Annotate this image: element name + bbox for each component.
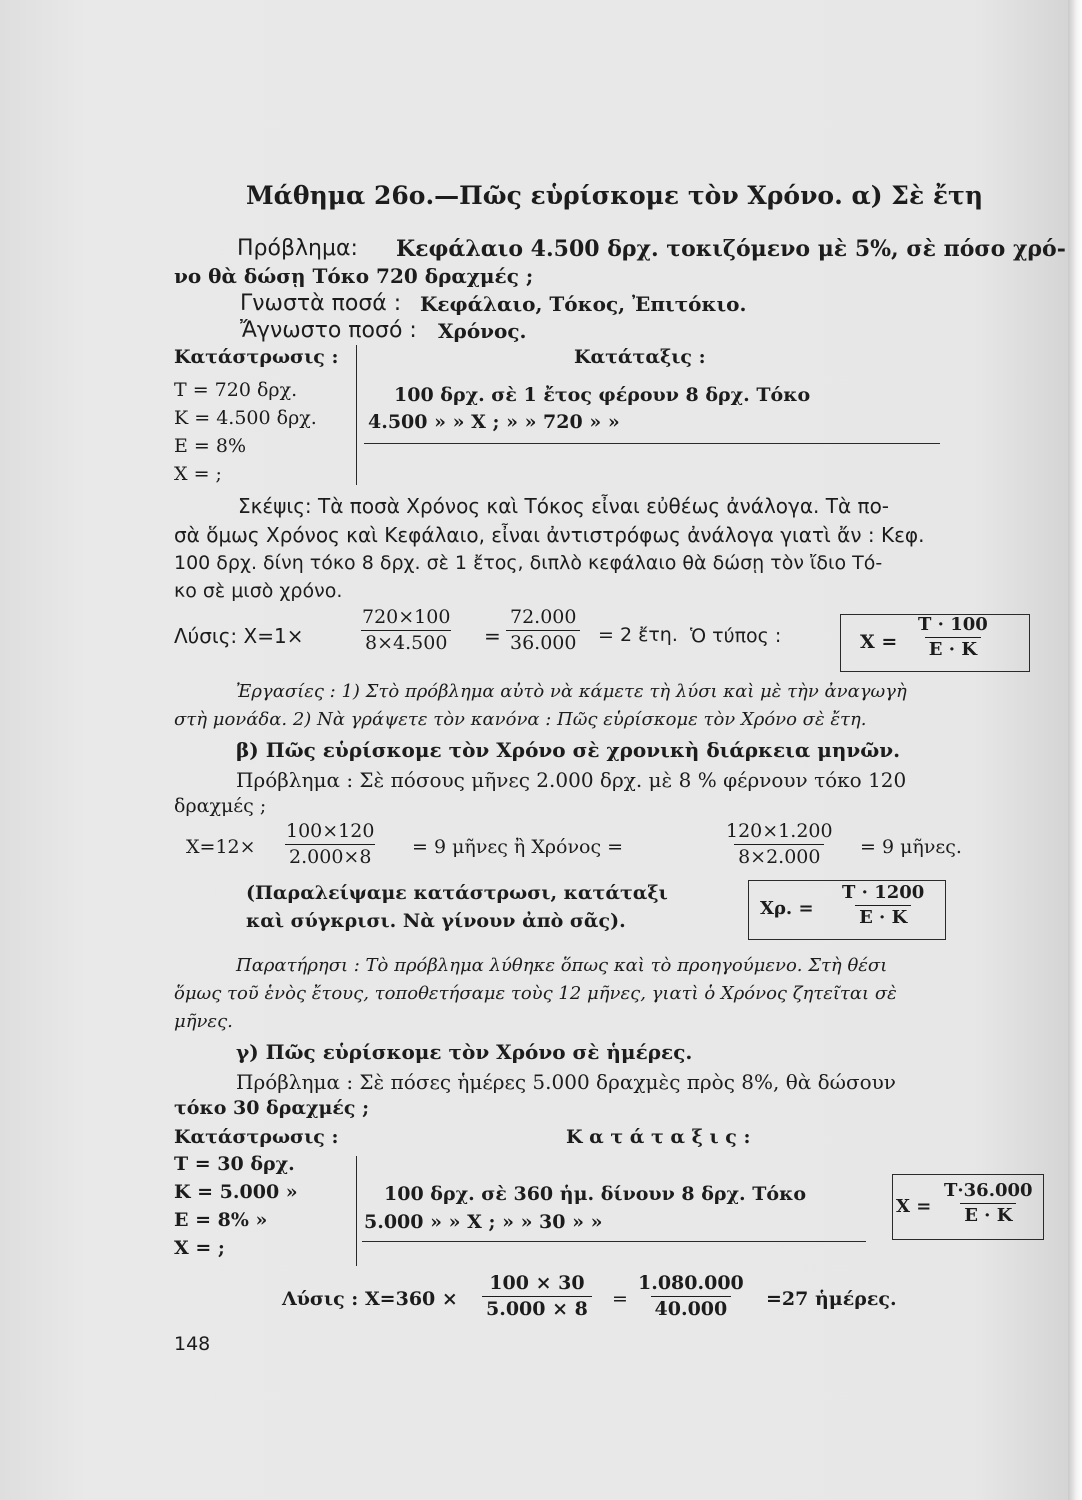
fraction-numerator: 120×1.200 [726,820,833,842]
page-number: 148 [174,1333,211,1355]
note-line1: (Παραλείψαμε κατάστρωσι, κατάταξι [246,882,668,904]
fraction-denominator: 8×4.500 [361,630,451,653]
eq2-fraction [722,822,837,867]
arrangement-row1: 100 δρχ. σὲ 1 ἔτος φέρουν 8 δρχ. Τόκο [394,384,811,406]
problem-label: Πρόβλημα: [237,236,358,261]
remark-line2: ὅμως τοῦ ἑνὸς ἔτους, τοποθετήσαμε τοὺς 12 μῆνες, γιατὶ ὁ Χρόνος ζητεῖται σὲ [174,983,897,1004]
formula-months-lhs: Χρ. = [760,898,814,919]
arrangement-row2: 4.500 » » Χ ; » » 720 » » [368,411,620,433]
katataxis-label: Κατάταξις : [574,346,706,368]
formula-label: Ὁ τύπος : [690,625,782,647]
given-x-c: Χ = ; [174,1237,225,1259]
lesson-title: Μάθημα 26ο.—Πῶς εὑρίσκομε τὸν Χρόνο. α) Σὲ ἔτη [246,181,984,210]
known-values: Κεφάλαιο, Τόκος, Ἐπιτόκιο. [420,292,747,316]
solution-c-fraction-2 [634,1274,748,1319]
fraction-denominator: 8×2.000 [734,844,824,867]
remark-line3: μῆνες. [174,1011,233,1032]
given-t-c: Τ = 30 δρχ. [174,1153,295,1175]
arrangement-underline [364,443,940,444]
eq1-prefix: Χ=12× [186,836,256,858]
solution-fraction-1 [358,608,454,653]
solution-c-fraction-1 [482,1274,592,1319]
eq2-result: = 9 μῆνες. [860,836,962,858]
note-line2: καὶ σύγκρισι. Νὰ γίνουν ἀπὸ σᾶς). [246,910,626,932]
eq1-fraction [282,822,378,867]
fraction-numerator: 720×100 [362,606,451,628]
formula-days-fraction [940,1182,1037,1225]
given-e: Ε = 8% [174,435,247,457]
eq1-result: = 9 μῆνες ἢ Χρόνος = [412,836,624,858]
fraction-denominator: Ε · Κ [855,905,911,927]
problem-text-line2: νο θὰ δώσῃ Τόκο 720 δραχμές ; [174,264,534,288]
formula-days-lhs: Χ = [896,1196,932,1217]
formula-months-fraction [838,884,928,927]
book-page: Μάθημα 26ο.—Πῶς εὑρίσκομε τὸν Χρόνο. α) Σὲ ἔτη Πρόβλημα: Κεφάλαιο 4.500 δρχ. τοκιζόμενο μὲ 5%, σὲ πόσο χρό- νο θὰ δώσῃ Τόκο 720 δραχμές ; Γνωστὰ ποσά : Κεφάλαιο, Τόκος, Ἐπιτόκιο. Ἄγνωστο ποσό : Χρόνος. Κατάστρωσις : Κατάταξις : Τ = 720 δρχ. Κ = 4.500 δρχ. Ε = 8% Χ = ; 100 δρχ. σὲ 1 ἔτος φέρουν 8 δρχ. Τόκο 4.500 » » Χ ; » » 720 » » Σκέψις: Τὰ ποσὰ Χρόνος καὶ Τόκος εἶναι εὐθέως ἀνάλογα. Τὰ πο- σὰ ὅμως Χρόνος καὶ Κεφάλαιο, εἶναι ἀντιστρόφως ἀνάλογα γιατὶ ἄν : Κεφ. 100 δρχ. δίνη τόκο 8 δρχ. σὲ 1 ἔτος, διπλὸ κεφάλαιο θὰ δώσῃ τὸν ἴδιο Τό- κο σὲ μισὸ χρόνο. Λύσις: Χ=1× $\frac{720\times 100}{8\times 4.500}$ = $\frac{72.000}{36.000}$ = 2 ἔτη. Ὁ τύπος : Χ = $\frac{T \cdot 100}{E \cdot K}$ Ἐργασίες : 1) Στὸ πρόβλημα αὐτὸ νὰ κάμετε τὴ λύσι καὶ μὲ τὴν ἀναγωγὴ στὴ μονάδα. 2) Νὰ γράψετε τὸν κανόνα : Πῶς εὑρίσκομε τὸν Χρόνο σὲ ἔτη. β) Πῶς εὑρίσκομε τὸν Χρόνο σὲ χρονικὴ διάρκεια μηνῶν. Πρόβλημα : Σὲ πόσους μῆνες 2.000 δρχ. μὲ 8 % φέρνουν τόκο 120 δραχμές ; Χ=12× $\frac{100\times 120}{2.000\times 8}$ = 9 μῆνες ἢ Χρόνος = $\frac{120\times 1.200}{8\times 2.000}$ = 9 μῆνες. (Παραλείψαμε κατάστρωσι, κατάταξι καὶ σύγκρισι. Νὰ γίνουν ἀπὸ σᾶς). Χρ. = $\frac{T \cdot 1200}{E \cdot K}$ Παρατήρησι : Τὸ πρόβλημα λύθηκε ὅπως καὶ τὸ προηγούμενο. Στὴ θέσι ὅμως τοῦ ἑνὸς ἔτους, τοποθετήσαμε τοὺς 12 μῆνες, γιατὶ ὁ Χρόνος ζητεῖται σὲ μῆνες. γ) Πῶς εὑρίσκομε τὸν Χρόνο σὲ ἡμέρες. Πρόβλημα : Σὲ πόσες ἡμέρες 5.000 δραχμὲς πρὸς 8%, θὰ δώσουν τόκο 30 δραχμές ; Κατάστρωσις : Κ α τ ά τ α ξ ι ς : Τ = 30 δρχ. Κ = 5.000 » Ε = 8% » Χ = ; 100 δρχ. σὲ 360 ἡμ. δίνουν 8 δρχ. Τόκο 5.000 » » Χ ; » » 30 » » Χ = $\frac{T\cdot 36.000}{E \cdot K}$ Λύσις : Χ=360 × $\frac{100 \times 30}{5.000 \times 8}$ = $\frac{1.080.000}{40.000}$ =27 ἡμέρες. 148 [0,0,1082,1500]
thought-line4: κο σὲ μισὸ χρόνο. [174,580,343,602]
problem-text-line1: Κεφάλαιο 4.500 δρχ. τοκιζόμενο μὲ 5%, σὲ πόσο χρό- [396,236,1066,262]
formula-fraction [914,616,992,659]
fraction-numerator: 100×120 [286,820,375,842]
section-c-title: γ) Πῶς εὑρίσκομε τὸν Χρόνο σὲ ἡμέρες. [236,1040,693,1064]
fraction-numerator: 1.080.000 [638,1272,744,1294]
solution-result: = 2 ἔτη. [598,624,678,646]
section-c-problem-line2: τόκο 30 δραχμές ; [174,1097,370,1119]
given-k-c: Κ = 5.000 » [174,1181,298,1203]
fraction-numerator: 100 × 30 [489,1272,585,1294]
section-b-problem-line1: Πρόβλημα : Σὲ πόσους μῆνες 2.000 δρχ. μὲ 8 % φέρνουν τόκο 120 [236,768,907,792]
section-b-title: β) Πῶς εὑρίσκομε τὸν Χρόνο σὲ χρονικὴ διάρκεια μηνῶν. [236,738,901,762]
arrangement-c-underline [362,1241,866,1242]
arrangement-c-row1: 100 δρχ. σὲ 360 ἡμ. δίνουν 8 δρχ. Τόκο [384,1183,807,1205]
katastrosis-label-c: Κατάστρωσις : [174,1126,339,1148]
thought-line2: σὰ ὅμως Χρόνος καὶ Κεφάλαιο, εἶναι ἀντιστρόφως ἀνάλογα γιατὶ ἄν : Κεφ. [174,523,925,547]
unknown-value: Χρόνος. [438,319,527,343]
section-b-problem-line2: δραχμές ; [174,795,267,817]
given-k: Κ = 4.500 δρχ. [174,407,317,429]
section-c-problem-line1: Πρόβλημα : Σὲ πόσες ἡμέρες 5.000 δραχμὲς πρὸς 8%, θὰ δώσουν [236,1070,896,1094]
fraction-denominator: 2.000×8 [285,844,375,867]
exercises-line1: Ἐργασίες : 1) Στὸ πρόβλημα αὐτὸ νὰ κάμετε τὴ λύσι καὶ μὲ τὴν ἀναγωγὴ [236,681,907,702]
page-edge [1068,0,1082,1500]
solution-c-label: Λύσις : Χ=360 × [282,1288,458,1310]
thought-line3: 100 δρχ. δίνη τόκο 8 δρχ. σὲ 1 ἔτος, διπλὸ κεφάλαιο θὰ δώσῃ τὸν ἴδιο Τό- [174,552,883,574]
fraction-denominator: 36.000 [506,630,580,653]
given-e-c: Ε = 8% » [174,1209,268,1231]
thought-line1: Σκέψις: Τὰ ποσὰ Χρόνος καὶ Τόκος εἶναι εὐθέως ἀνάλογα. Τὰ πο- [238,494,890,518]
fraction-numerator: Τ·36.000 [944,1180,1033,1201]
column-divider-c [356,1156,357,1266]
katataxis-label-c: Κ α τ ά τ α ξ ι ς : [566,1126,751,1148]
solution-label: Λύσις: Χ=1× [174,624,304,648]
fraction-numerator: Τ · 1200 [842,882,925,903]
given-t: Τ = 720 δρχ. [174,379,298,401]
fraction-numerator: 72.000 [510,606,577,628]
fraction-denominator: 40.000 [651,1296,732,1319]
known-label: Γνωστὰ ποσά : [240,291,402,316]
fraction-denominator: 5.000 × 8 [482,1296,592,1319]
remark-line1: Παρατήρησι : Τὸ πρόβλημα λύθηκε ὅπως καὶ τὸ προηγούμενο. Στὴ θέσι [236,955,888,976]
exercises-line2: στὴ μονάδα. 2) Νὰ γράψετε τὸν κανόνα : Πῶς εὑρίσκομε τὸν Χρόνο σὲ ἔτη. [174,709,867,730]
arrangement-c-row2: 5.000 » » Χ ; » » 30 » » [364,1211,603,1233]
unknown-label: Ἄγνωστο ποσό : [240,318,417,343]
column-divider [356,345,357,485]
formula-lhs: Χ = [860,631,898,653]
solution-fraction-2 [506,608,580,653]
given-x: Χ = ; [174,463,222,485]
fraction-denominator: Ε · Κ [925,637,981,659]
fraction-numerator: Τ · 100 [918,614,988,635]
solution-c-result: =27 ἡμέρες. [766,1288,897,1310]
katastrosis-label: Κατάστρωσις : [174,346,339,368]
fraction-denominator: Ε · Κ [960,1203,1016,1225]
